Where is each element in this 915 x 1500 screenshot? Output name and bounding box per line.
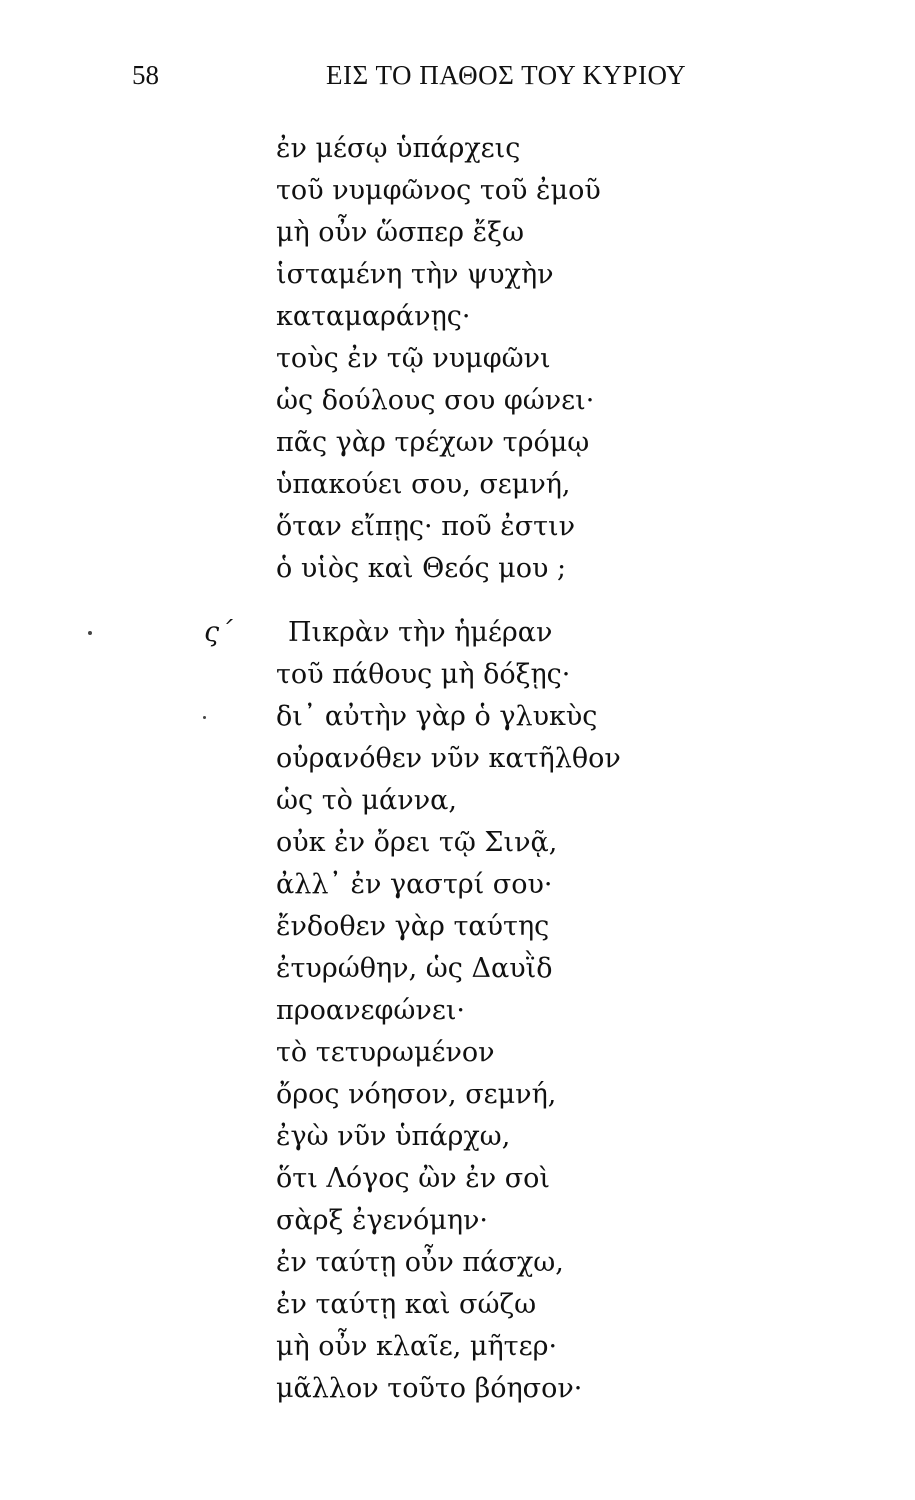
verse-line: τοῦ νυμφῶνος τοῦ ἐμοῦ (276, 175, 601, 206)
verse-line: ἀλλ᾽ ἐν γαστρί σου· (276, 869, 553, 900)
verse-line: πᾶς γὰρ τρέχων τρόμῳ (276, 427, 590, 458)
stanza-number: ς΄ (204, 617, 233, 648)
verse-line: τοῦ πάθους μὴ δόξῃς· (276, 659, 571, 690)
verse-line: ἱσταμένη τὴν ψυχὴν (276, 259, 554, 290)
verse-line: σὰρξ ἐγενόμην· (276, 1205, 488, 1236)
verse-line: Πικρὰν τὴν ἡμέραν (288, 617, 553, 648)
running-title: ΕΙΣ ΤΟ ΠΑΘΟΣ ΤΟΥ ΚΥΡΙΟΥ (326, 60, 687, 90)
verse-line: μὴ οὖν κλαῖε, μῆτερ· (276, 1331, 558, 1362)
verse-line: ἐν μέσῳ ὑπάρχεις (276, 133, 521, 164)
verse-line: μᾶλλον τοῦτο βόησον· (276, 1373, 583, 1404)
verse-line: τοὺς ἐν τῷ νυμφῶνι (276, 343, 551, 374)
verse-line: οὐρανόθεν νῦν κατῆλθον (276, 743, 621, 774)
ink-speck (88, 631, 92, 635)
verse-line: προανεφώνει· (276, 995, 465, 1026)
verse-line: δι᾽ αὐτὴν γὰρ ὁ γλυκὺς (276, 701, 598, 732)
verse-line: ἐτυρώθην, ὡς Δαυῒδ (276, 953, 553, 984)
verse-line: ὑπακούει σου, σεμνή, (276, 469, 571, 500)
verse-line: ὁ υἱὸς καὶ Θεός μου ; (276, 553, 567, 584)
page-number: 58 (132, 60, 159, 90)
verse-line: ὅτι Λόγος ὢν ἐν σοὶ (276, 1163, 550, 1194)
verse-line: ὡς τὸ μάννα, (276, 785, 457, 816)
verse-line: οὐκ ἐν ὄρει τῷ Σινᾷ, (276, 827, 558, 858)
verse-line: ἐν ταύτῃ οὖν πάσχω, (276, 1247, 564, 1278)
verse-line: ὅταν εἴπῃς· ποῦ ἐστιν (276, 511, 576, 542)
verse-line: τὸ τετυρωμένον (276, 1037, 495, 1068)
verse-line: ἔνδοθεν γὰρ ταύτης (276, 911, 550, 942)
stanza-2 (276, 612, 621, 1410)
verse-line: μὴ οὖν ὥσπερ ἔξω (276, 217, 524, 248)
verse-line: καταμαράνῃς· (276, 301, 471, 332)
verse-line: ὄρος νόησον, σεμνή, (276, 1079, 557, 1110)
stanza-1 (276, 128, 601, 590)
verse-line: ἐγὼ νῦν ὑπάρχω, (276, 1121, 511, 1152)
ink-speck (203, 716, 206, 719)
verse-line: ὡς δούλους σου φώνει· (276, 385, 595, 416)
verse-line: ἐν ταύτῃ καὶ σώζω (276, 1289, 537, 1320)
